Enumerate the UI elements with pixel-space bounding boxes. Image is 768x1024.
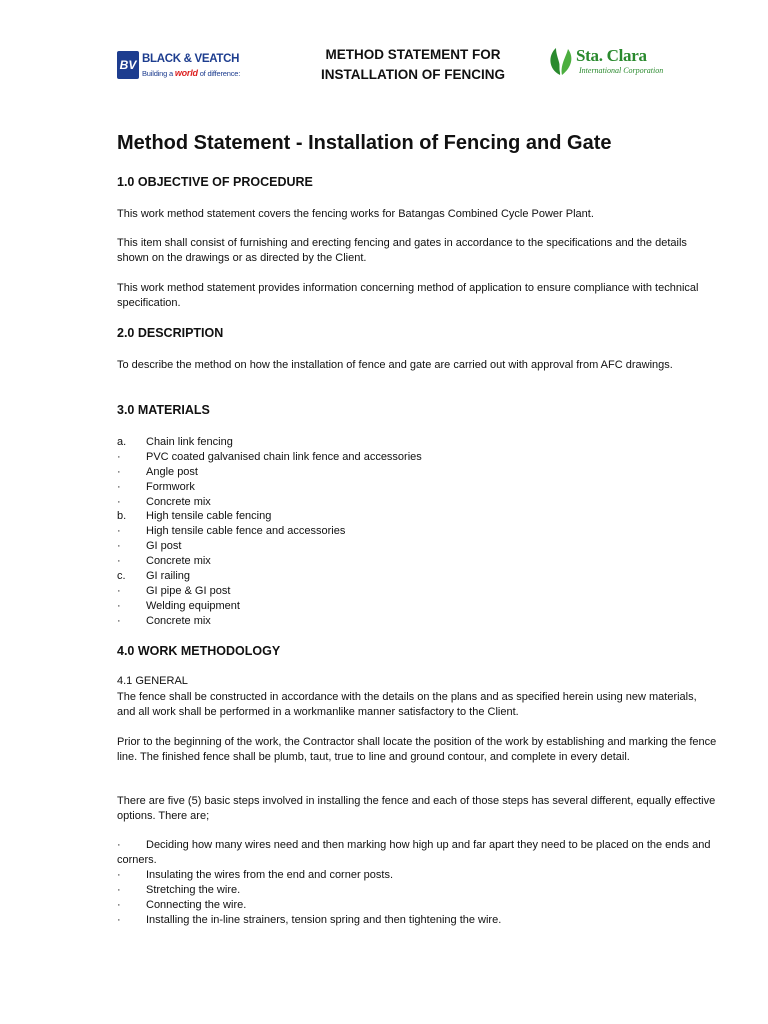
list-item-text: Concrete mix	[146, 555, 211, 568]
list-item-text: Connecting the wire.	[146, 899, 247, 911]
list-item	[117, 495, 717, 510]
list-item-text: PVC coated galvanised chain link fence and accessories	[146, 450, 422, 463]
list-item	[117, 913, 717, 928]
section-heading-objective: 1.0 OBJECTIVE OF PROCEDURE	[117, 175, 313, 189]
steps-list	[117, 838, 717, 928]
paragraph: There are five (5) basic steps involved in installing the fence and each of those steps has several different, equally effective options. There are;	[117, 795, 716, 822]
list-item	[117, 539, 717, 554]
list-item-text: Chain link fencing	[146, 436, 233, 448]
list-item	[117, 868, 717, 883]
list-item	[117, 524, 717, 539]
list-marker: c.	[117, 570, 126, 583]
sta-clara-logo	[546, 45, 664, 79]
list-item	[117, 480, 717, 495]
black-veatch-logo	[117, 51, 241, 81]
list-item-text: High tensile cable fence and accessories	[146, 525, 346, 538]
list-item-text: Concrete mix	[146, 614, 211, 627]
bv-tag-post: of difference:	[197, 69, 241, 78]
paragraph: Prior to the beginning of the work, the Contractor shall locate the position of the work by establishing and marking the fence line. The finished fence shall be plumb, taut, true to line and ground contour, and complete in every detail.	[117, 736, 717, 763]
list-item-text: GI post	[146, 540, 182, 553]
section-heading-description: 2.0 DESCRIPTION	[117, 326, 224, 340]
list-item	[117, 883, 717, 898]
list-marker: ·	[117, 914, 121, 926]
bv-logo-tagline	[142, 68, 240, 78]
list-item	[117, 614, 717, 629]
bv-tag-world: world	[174, 68, 198, 78]
list-marker: ·	[117, 869, 121, 881]
list-item-text: Stretching the wire.	[146, 884, 241, 896]
list-marker: ·	[117, 495, 121, 508]
leaf-icon	[546, 45, 576, 77]
list-item	[117, 509, 717, 524]
list-item-text: GI pipe & GI post	[146, 584, 231, 597]
paragraph: This work method statement covers the fencing works for Batangas Combined Cycle Power Plant.	[117, 208, 594, 220]
subsection-heading-general: 4.1 GENERAL	[117, 675, 188, 687]
materials-list	[117, 435, 717, 629]
header-title-line2: INSTALLATION OF FENCING	[321, 67, 505, 82]
list-item-text: High tensile cable fencing	[146, 510, 272, 523]
list-marker: ·	[117, 839, 121, 851]
list-item	[117, 435, 717, 450]
list-marker: ·	[117, 584, 121, 597]
list-marker: ·	[117, 614, 121, 627]
list-item	[117, 450, 717, 465]
bv-logo-mark: BV	[117, 51, 139, 79]
section-heading-work-methodology: 4.0 WORK METHODOLOGY	[117, 644, 281, 658]
list-marker: ·	[117, 884, 121, 896]
header-title-line1: METHOD STATEMENT FOR	[325, 47, 501, 62]
list-marker: ·	[117, 450, 121, 463]
paragraph: The fence shall be constructed in accordance with the details on the plans and as specified herein using new materials, and all work shall be performed in a workmanlike manner satisfactory to the Client.	[117, 691, 697, 718]
list-marker: ·	[117, 465, 121, 478]
list-item-text: Concrete mix	[146, 495, 211, 508]
list-item-text: GI railing	[146, 570, 191, 583]
list-marker: b.	[117, 510, 127, 523]
sc-logo-name: Sta. Clara	[576, 46, 647, 65]
section-heading-materials: 3.0 MATERIALS	[117, 403, 210, 417]
sc-logo-sub: International Corporation	[579, 66, 664, 75]
document-title: Method Statement - Installation of Fencing and Gate	[117, 132, 612, 154]
paragraph: This work method statement provides information concerning method of application to ensure compliance with technical specification.	[117, 282, 699, 309]
list-item	[117, 599, 717, 614]
paragraph: This item shall consist of furnishing and erecting fencing and gates in accordance to the specifications and the details shown on the drawings or as directed by the Client.	[117, 237, 687, 264]
list-item-text: Formwork	[146, 480, 195, 493]
list-item-text: Angle post	[146, 465, 198, 478]
list-item	[117, 465, 717, 480]
bv-logo-name: BLACK & VEATCH	[142, 53, 240, 65]
list-item	[117, 584, 717, 599]
list-item-text: Deciding how many wires need and then marking how high up and far apart they need to be placed on the ends and corners.	[117, 839, 711, 866]
list-item	[117, 838, 717, 868]
list-item-text: Insulating the wires from the end and corner posts.	[146, 869, 394, 881]
list-marker: a.	[117, 436, 127, 448]
list-item-text: Installing the in-line strainers, tension spring and then tightening the wire.	[146, 914, 502, 926]
paragraph: To describe the method on how the installation of fence and gate are carried out with approval from AFC drawings.	[117, 359, 673, 371]
list-marker: ·	[117, 599, 121, 612]
list-item-text: Welding equipment	[146, 599, 240, 612]
list-item	[117, 569, 717, 584]
list-marker: ·	[117, 540, 121, 553]
list-item	[117, 554, 717, 569]
list-marker: ·	[117, 525, 121, 538]
list-marker: ·	[117, 555, 121, 568]
list-item	[117, 898, 717, 913]
bv-tag-pre: Building a	[142, 69, 175, 78]
list-marker: ·	[117, 480, 121, 493]
header-title	[280, 45, 546, 85]
list-marker: ·	[117, 899, 121, 911]
